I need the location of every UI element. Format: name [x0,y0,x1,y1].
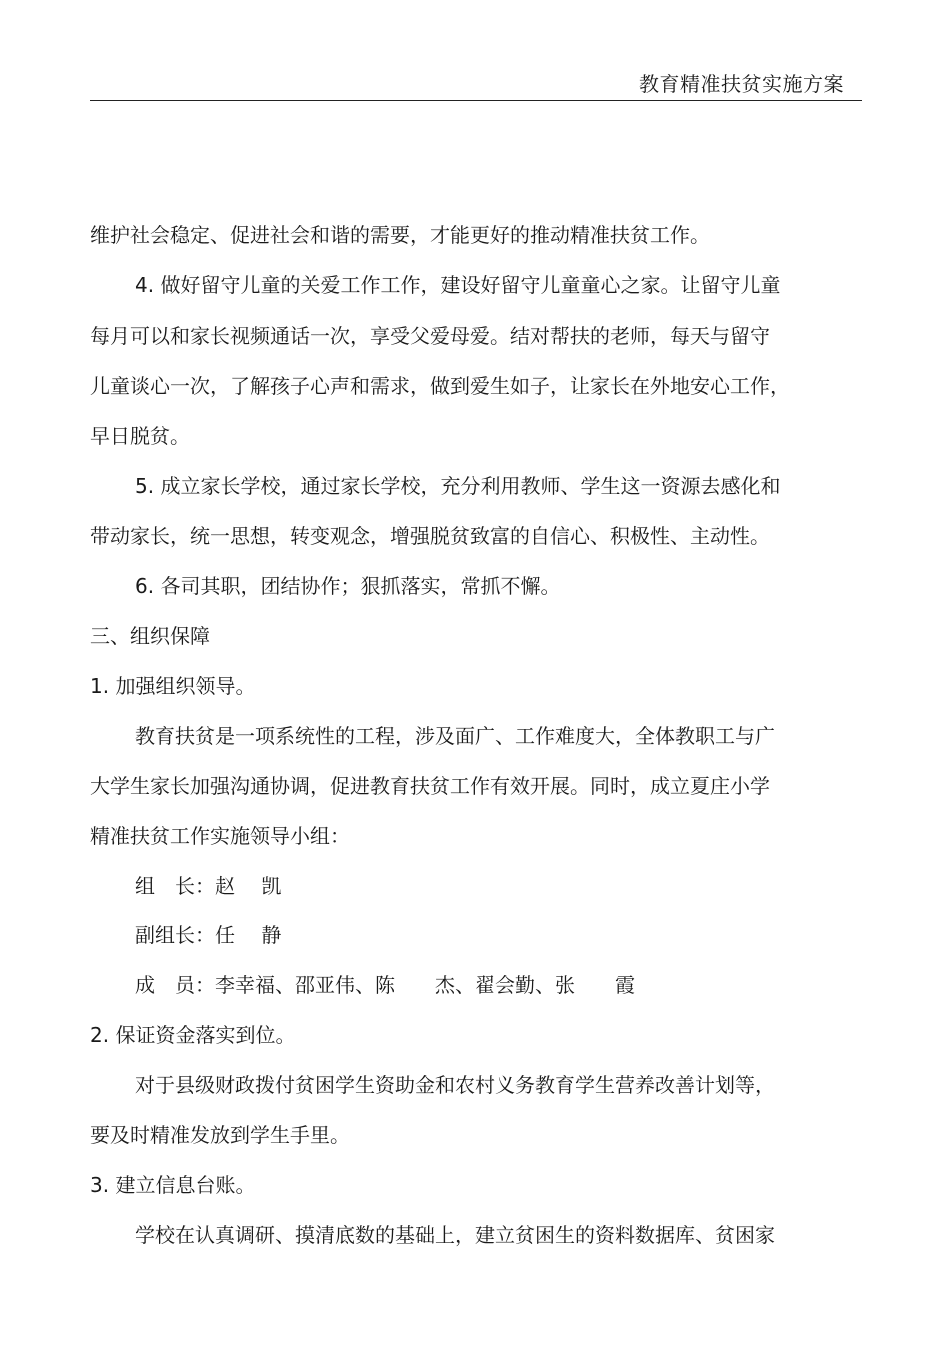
body-line: 儿童谈心一次，了解孩子心声和需求，做到爱生如子，让家长在外地安心工作， [90,374,790,398]
body-line: 每月可以和家长视频通话一次，享受父爱母爱。结对帮扶的老师，每天与留守 [90,324,770,348]
body-line: 大学生家长加强沟通协调，促进教育扶贫工作有效开展。同时，成立夏庄小学 [90,774,770,798]
paragraph-start: 学校在认真调研、摸清底数的基础上，建立贫困生的资料数据库、贫困家 [135,1223,775,1247]
header-divider [90,100,862,101]
paragraph-start: 对于县级财政拨付贫困学生资助金和农村义务教育学生营养改善计划等， [135,1073,775,1097]
body-line: 早日脱贫。 [90,424,190,448]
header-title: 教育精准扶贫实施方案 [639,72,844,96]
body-line: 要及时精准发放到学生手里。 [90,1123,350,1147]
subsection-heading-3: 3. 建立信息台账。 [90,1173,256,1197]
section-heading: 三、组织保障 [90,624,210,648]
numbered-item-6: 6. 各司其职，团结协作；狠抓落实，常抓不懈。 [135,574,561,598]
paragraph-start: 教育扶贫是一项系统性的工程，涉及面广、工作难度大，全体教职工与广 [135,724,775,748]
numbered-item-5: 5. 成立家长学校，通过家长学校，充分利用教师、学生这一资源去感化和 [135,474,781,498]
group-members: 成 员：李幸福、邵亚伟、陈 杰、翟会勤、张 霞 [135,973,635,997]
group-leader: 组 长：赵 凯 [135,874,282,898]
body-line: 维护社会稳定、促进社会和谐的需要，才能更好的推动精准扶贫工作。 [90,223,710,247]
body-line: 带动家长，统一思想，转变观念，增强脱贫致富的自信心、积极性、主动性。 [90,524,770,548]
subsection-heading-2: 2. 保证资金落实到位。 [90,1023,296,1047]
body-line: 精准扶贫工作实施领导小组： [90,824,350,848]
numbered-item-4: 4. 做好留守儿童的关爱工作工作，建设好留守儿童童心之家。让留守儿童 [135,273,781,297]
deputy-leader: 副组长：任 静 [135,923,282,947]
subsection-heading-1: 1. 加强组织领导。 [90,674,256,698]
